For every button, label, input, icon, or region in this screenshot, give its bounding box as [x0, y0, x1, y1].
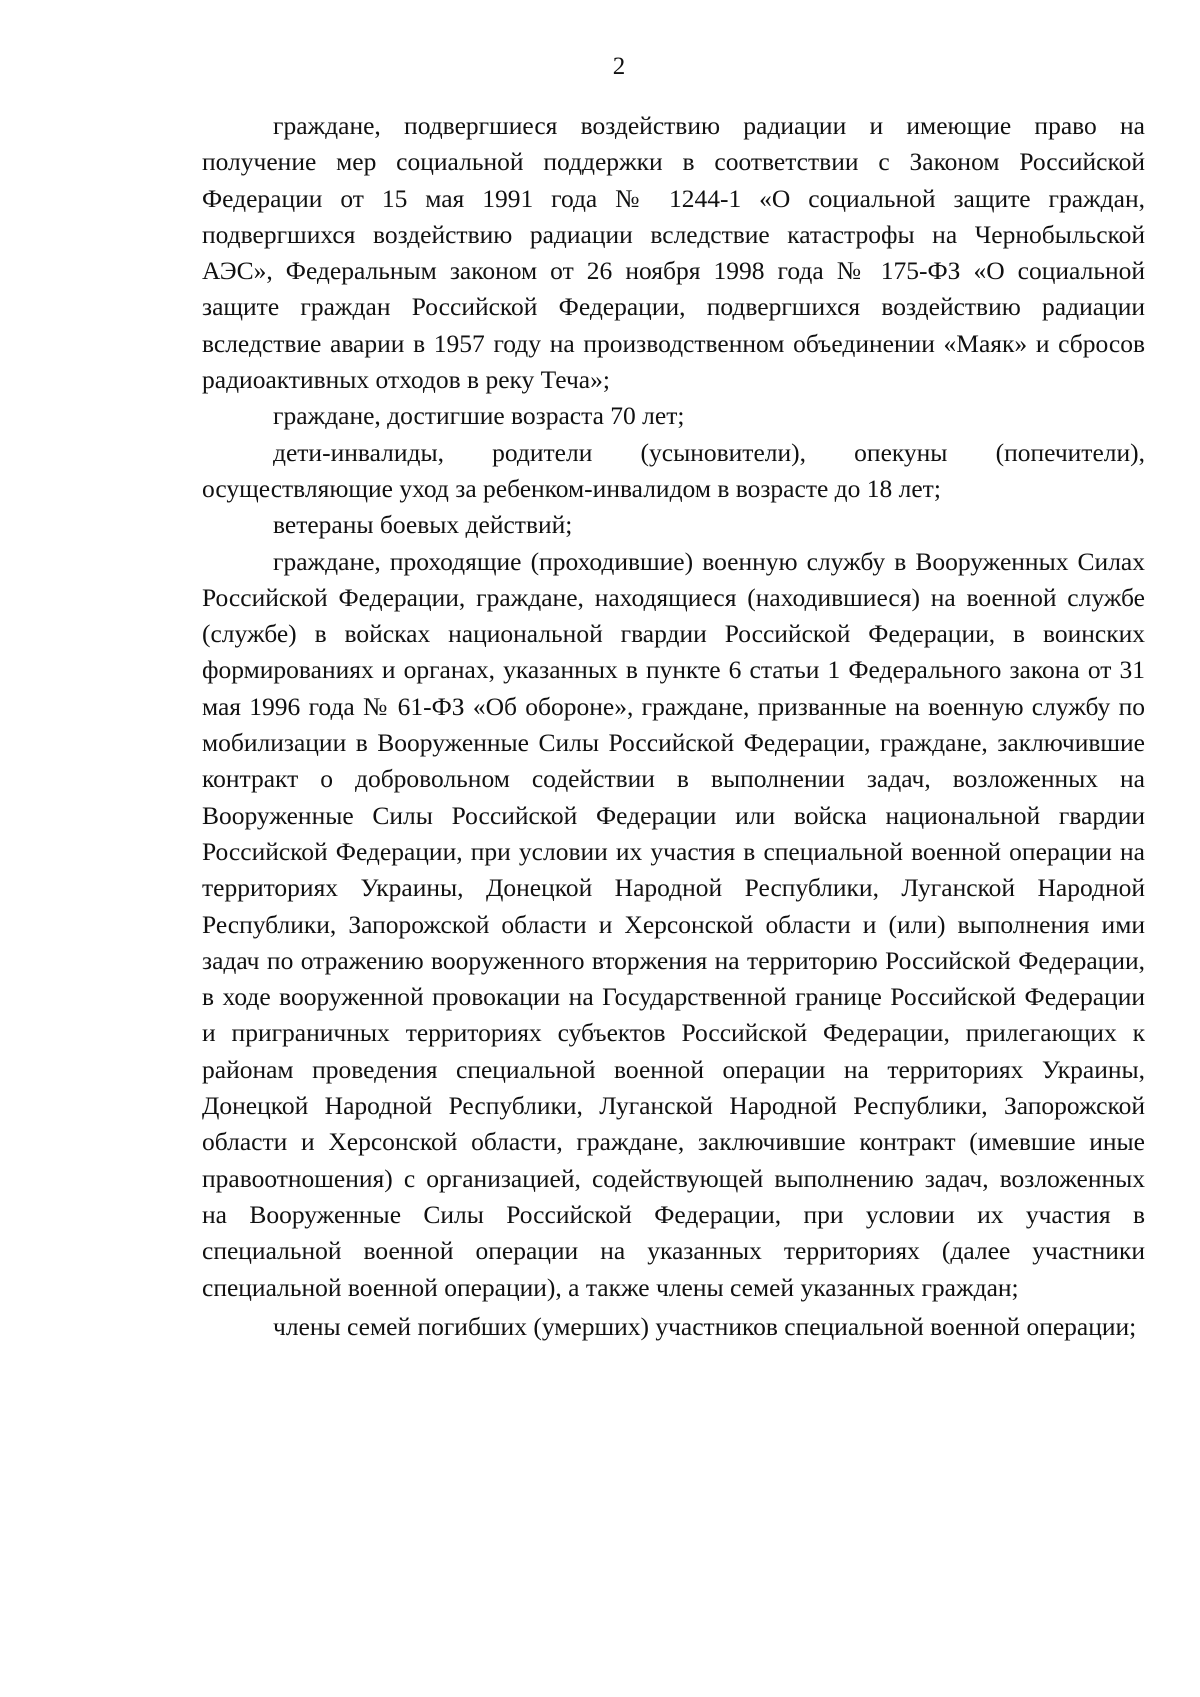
paragraph-disabled-children: дети-инвалиды, родители (усыновители), опекуны (попечители), осуществляющие уход за ребенком-инвалидом в возрасте до 18 лет; [202, 437, 1145, 503]
paragraph-radiation-victims: граждане, подвергшиеся воздействию радиации и имеющие право на получение мер социальной поддержки в соответствии с Законом Российской Федерации от 15 мая 1991 года № 1244-1 «О социальной защите граждан, подвергшихся воздействию радиации вследствие катастрофы на Чернобыльской АЭС», Федеральным законом от 26 ноября 1998 года № 175-ФЗ «О социальной защите граждан Российской Федерации, подвергшихся воздействию радиации вследствие аварии в 1957 году на производственном объединении «Маяк» и сбросов радиоактивных отходов в реку Теча»; [202, 111, 1145, 395]
paragraph-combat-veterans: ветераны боевых действий; [273, 510, 573, 540]
paragraph-deceased-families: члены семей погибших (умерших) участников специальной военной операции; [273, 1311, 1137, 1341]
document-body [202, 108, 1145, 1345]
paragraph-age-70: граждане, достигшие возраста 70 лет; [273, 401, 685, 431]
paragraph-military-service: граждане, проходящие (проходившие) военную службу в Вооруженных Силах Российской Федерации, граждане, находящиеся (находившиеся) на военной службе (службе) в войсках национальной гвардии Российской Федерации, в воинских формированиях и органах, указанных в пункте 6 статьи 1 Федерального закона от 31 мая 1996 года № 61-ФЗ «Об обороне», граждане, призванные на военную службу по мобилизации в Вооруженные Силы Российской Федерации, граждане, заключившие контракт о добровольном содействии в выполнении задач, возложенных на Вооруженные Силы Российской Федерации или войска национальной гвардии Российской Федерации, при условии их участия в специальной военной операции на территориях Украины, Донецкой Народной Республики, Луганской Народной Республики, Запорожской области и Херсонской области и (или) выполнения ими задач по отражению вооруженного вторжения на территорию Российской Федерации, в ходе вооруженной провокации на Государственной границе Российской Федерации и приграничных территориях субъектов Российской Федерации, прилегающих к районам проведения специальной военной операции на территориях Украины, Донецкой Народной Республики, Луганской Народной Республики, Запорожской области и Херсонской области, граждане, заключившие контракт (имевшие иные правоотношения) с организацией, содействующей выполнению задач, возложенных на Вооруженные Силы Российской Федерации, при условии их участия в специальной военной операции на указанных территориях (далее участники специальной военной операции), а также члены семей указанных граждан; [202, 546, 1145, 1302]
page-number: 2 [612, 53, 626, 80]
